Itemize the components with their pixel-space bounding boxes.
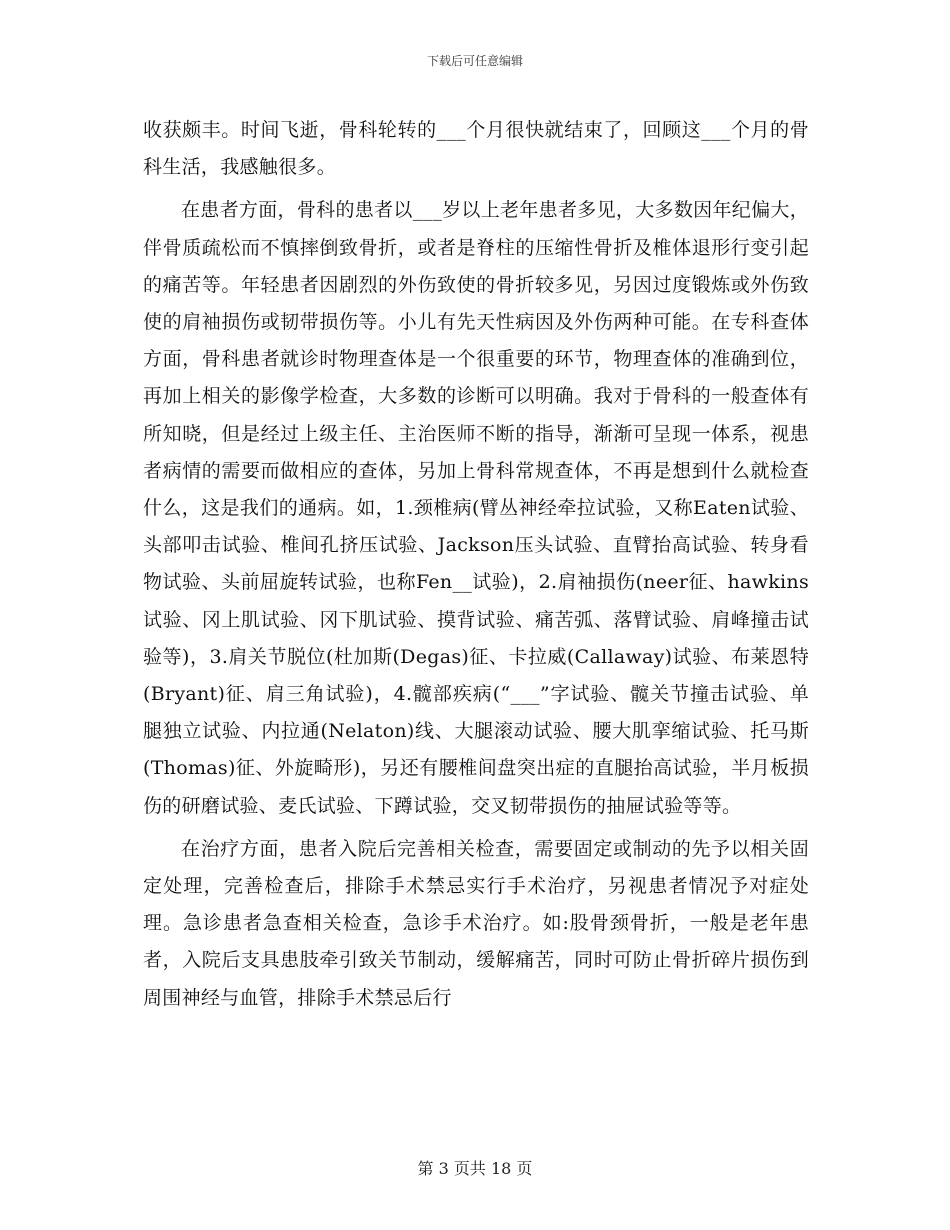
page-number-footer: 第 3 页共 18 页 (417, 1159, 533, 1178)
paragraph-continuation: 收获颇丰。时间飞逝，骨科轮转的___个月很快就结束了，回顾这___个月的骨科生活，我感触很多。 (143, 119, 809, 179)
page-header-note: 下载后可任意编辑 (426, 54, 523, 68)
paragraph-patients: 在患者方面，骨科的患者以___岁以上老年患者多见，大多数因年纪偏大，伴骨质疏松而不慎摔倒致骨折，或者是脊柱的压缩性骨折及椎体退形行变引起的痛苦等。年轻患者因剧烈的外伤致使的骨折较多见，另因过度锻炼或外伤致使的肩袖损伤或韧带损伤等。小儿有先天性病因及外伤两种可能。在专科查体方面，骨科患者就诊时物理查体是一个很重要的环节，物理查体的准确到位，再加上相关的影像学检查，大多数的诊断可以明确。我对于骨科的一般查体有所知晓，但是经过上级主任、主治医师不断的指导，渐渐可呈现一体系，视患者病情的需要而做相应的查体，另加上骨科常规查体，不再是想到什么就检查什么，这是我们的通病。如，1.颈椎病(臂丛神经牵拉试验，又称Eaten试验、头部叩击试验、椎间孔挤压试验、Jackson压头试验、直臂抬高试验、转身看物试验、头前屈旋转试验，也称Fen__试验)，2.肩袖损伤(neer征、hawkins试验、冈上肌试验、冈下肌试验、摸背试验、痛苦弧、落臂试验、肩峰撞击试验等)，3.肩关节脱位(杜加斯(Degas)征、卡拉威(Callaway)试验、布莱恩特(Bryant)征、肩三角试验)，4.髋部疾病(“___”字试验、髋关节撞击试验、单腿独立试验、内拉通(Nelaton)线、大腿滚动试验、腰大肌挛缩试验、托马斯(Thomas)征、外旋畸形)，另还有腰椎间盘突出症的直腿抬高试验，半月板损伤的研磨试验、麦氏试验、下蹲试验，交叉韧带损伤的抽屉试验等等。 (143, 199, 809, 817)
paragraph-treatment: 在治疗方面，患者入院后完善相关检查，需要固定或制动的先予以相关固定处理，完善检查后，排除手术禁忌实行手术治疗，另视患者情况予对症处理。急诊患者急查相关检查，急诊手术治疗。如:股骨颈骨折，一般是老年患者，入院后支具患肢牵引致关节制动，缓解痛苦，同时可防止骨折碎片损伤到周围神经与血管，排除手术禁忌后行 (143, 837, 809, 1009)
document-body (143, 112, 809, 1017)
